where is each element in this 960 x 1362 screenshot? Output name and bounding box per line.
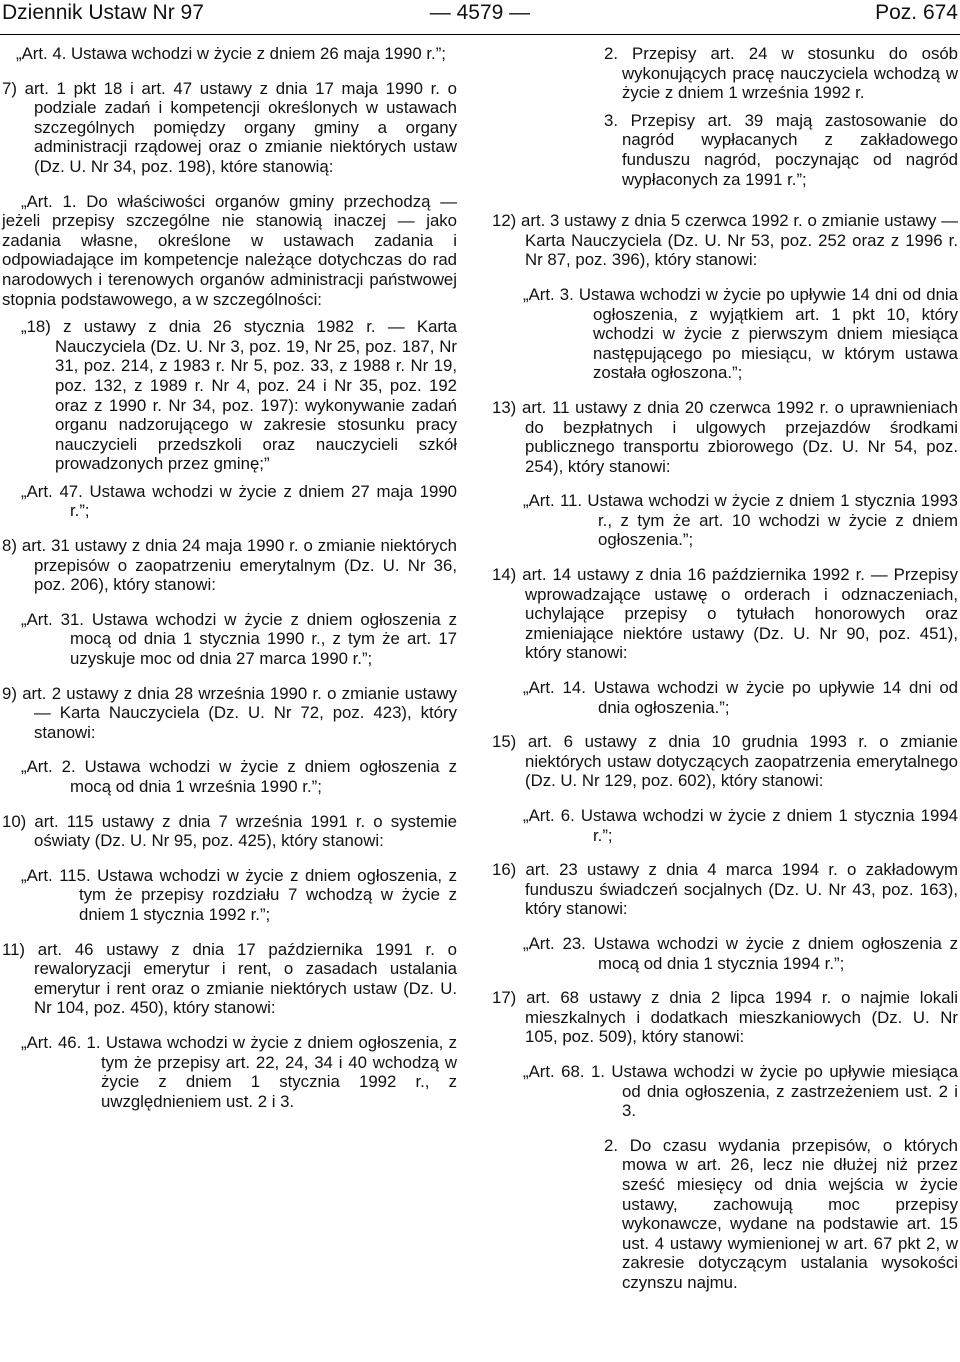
item-17: 17) art. 68 ustawy z dnia 2 lipca 1994 r. o najmie lokali mieszkalnych i dodatkach mieszkaniowych (Dz. U. Nr 105, poz. 509), który stanowi: (492, 988, 958, 1047)
subparagraph-18: „18) z ustawy z dnia 26 stycznia 1982 r. — Karta Nauczyciela (Dz. U. Nr 3, poz. 19, Nr 25, poz. 187, Nr 31, poz. 214, z 1983 r. Nr 5, poz. 33, z 1988 r. Nr 19, poz. 132, z 1989 r. Nr 4, poz. 24 i Nr 35, poz. 192 oraz z 1990 r. Nr 34, poz. 197): wykonywanie zadań organu nadzorującego w zakresie stosunku pracy nauczycieli przedszkoli oraz nauczycieli szkół prowadzonych przez gminę;” (21, 317, 457, 474)
journal-title: Dziennik Ustaw Nr 97 (2, 1, 204, 24)
paragraph-art1: „Art. 1. Do właściwości organów gminy przechodzą — jeżeli przepisy szczególne nie stanowią inaczej — jako zadania własne, określone w ustawach zadania i odpowiadające im kompetencje należące dotychczas do rad narodowych i terenowych organów administracji państwowej stopnia podstawowego, a w szczególności: (2, 191, 457, 309)
item-10: 10) art. 115 ustawy z dnia 7 września 1991 r. o systemie oświaty (Dz. U. Nr 95, poz. 425), który stanowi: (2, 811, 457, 851)
item-12: 12) art. 3 ustawy z dnia 5 czerwca 1992 r. o zmianie ustawy — Karta Nauczyciela (Dz. U. Nr 53, poz. 252 oraz z 1996 r. Nr 87, poz. 396), który stanowi: (492, 211, 958, 270)
item-14: 14) art. 14 ustawy z dnia 16 października 1992 r. — Przepisy wprowadzające ustawę o orderach i odznaczeniach, uchylające przepisy o tytułach honorowych oraz zmieniające niektóre ustawy (Dz. U. Nr 90, poz. 451), który stanowi: (492, 565, 958, 663)
paragraph-art23: „Art. 23. Ustawa wchodzi w życie z dniem ogłoszenia z mocą od dnia 1 stycznia 1994 r.”; (523, 933, 958, 973)
paragraph-art46: „Art. 46. 1. Ustawa wchodzi w życie z dniem ogłoszenia, z tym że przepisy art. 22, 24, 34 i 40 wchodzą w życie z dniem 1 stycznia 1992 r., z uwzględnieniem ust. 2 i 3. (21, 1032, 457, 1111)
paragraph-art31: „Art. 31. Ustawa wchodzi w życie z dniem ogłoszenia z mocą od dnia 1 stycznia 1990 r., z tym że art. 17 uzyskuje moc od dnia 27 marca 1990 r.”; (21, 609, 457, 669)
item-15: 15) art. 6 ustawy z dnia 10 grudnia 1993 r. o zmianie niektórych ustaw dotyczących zaopatrzenia emerytalnego (Dz. U. Nr 129, poz. 602), który stanowi: (492, 732, 958, 791)
paragraph-art115: „Art. 115. Ustawa wchodzi w życie z dniem ogłoszenia, z tym że przepisy rozdziału 7 wchodzą w życie z dniem 1 stycznia 1992 r.”; (21, 865, 457, 924)
item-16: 16) art. 23 ustawy z dnia 4 marca 1994 r. o zakładowym funduszu świadczeń socjalnych (Dz. U. Nr 43, poz. 163), który stanowi: (492, 860, 958, 919)
paragraph-art68-ust2: 2. Do czasu wydania przepisów, o których mowa w art. 26, lecz nie dłużej niż przez sześć miesięcy od dnia wejścia w życie ustawy, zachowują moc przepisy wykonawcze, wydane na podstawie art. 15 ust. 4 ustawy wymienionej w art. 67 pkt 2, w zakresie dotyczącym ustalania wysokości czynszu najmu. (604, 1135, 958, 1292)
paragraph-ust3: 3. Przepisy art. 39 mają zastosowanie do nagród wypłacanych z zakładowego funduszu nagród, poczynając od nagród wypłaconych za 1991 r.”; (604, 110, 958, 189)
page-number: — 4579 — (429, 1, 531, 24)
right-column (492, 44, 958, 1292)
item-11: 11) art. 46 ustawy z dnia 17 października 1991 r. o rewaloryzacji emerytur i rent, o zasadach ustalania emerytur i rent oraz o zmianie niektórych ustaw (Dz. U. Nr 104, poz. 450), który stanowi: (2, 939, 457, 1018)
item-13: 13) art. 11 ustawy z dnia 20 czerwca 1992 r. o uprawnieniach do bezpłatnych i ulgowych przejazdów środkami publicznego transportu zbiorowego (Dz. U. Nr 54, poz. 254), który stanowi: (492, 397, 958, 476)
item-9: 9) art. 2 ustawy z dnia 28 września 1990 r. o zmianie ustawy — Karta Nauczyciela (Dz. U. Nr 72, poz. 423), który stanowi: (2, 683, 457, 742)
paragraph-art2: „Art. 2. Ustawa wchodzi w życie z dniem ogłoszenia z mocą od dnia 1 września 1990 r.”; (21, 757, 457, 796)
paragraph-art68: „Art. 68. 1. Ustawa wchodzi w życie po upływie miesiąca od dnia ogłoszenia, z zastrzeżeniem ust. 2 i 3. (523, 1061, 958, 1121)
left-column (2, 44, 457, 1111)
paragraph-art11: „Art. 11. Ustawa wchodzi w życie z dniem 1 stycznia 1993 r., z tym że art. 10 wchodzi w życie z dniem ogłoszenia.”; (523, 491, 958, 550)
item-8: 8) art. 31 ustawy z dnia 24 maja 1990 r. o zmianie niektórych przepisów o zaopatrzeniu emerytalnym (Dz. U. Nr 36, poz. 206), który stanowi: (2, 536, 457, 595)
paragraph-art3: „Art. 3. Ustawa wchodzi w życie po upływie 14 dni od dnia ogłoszenia, z wyjątkiem art. 1 pkt 10, który wchodzi w życie z pierwszym dniem miesiąca następującego po miesiącu, w którym ustawa została ogłoszona.”; (523, 284, 958, 383)
item-7: 7) art. 1 pkt 18 i art. 47 ustawy z dnia 17 maja 1990 r. o podziale zadań i kompetencji określonych w ustawach szczególnych pomiędzy organy gminy a organy administracji rządowej oraz o zmianie niektórych ustaw (Dz. U. Nr 34, poz. 198), które stanowią: (2, 78, 457, 176)
paragraph-art4: „Art. 4. Ustawa wchodzi w życie z dniem 26 maja 1990 r.”; (16, 44, 446, 63)
position-number: Poz. 674 (875, 1, 958, 24)
paragraph-art6: „Art. 6. Ustawa wchodzi w życie z dniem 1 stycznia 1994 r.”; (523, 806, 958, 845)
paragraph-art47: „Art. 47. Ustawa wchodzi w życie z dniem 27 maja 1990 r.”; (21, 481, 457, 521)
paragraph-ust2: 2. Przepisy art. 24 w stosunku do osób wykonujących pracę nauczyciela wchodzą w życie z dniem 1 września 1992 r. (604, 44, 958, 103)
page-header (0, 0, 960, 35)
paragraph-art14: „Art. 14. Ustawa wchodzi w życie po upływie 14 dni od dnia ogłoszenia.”; (523, 678, 958, 717)
